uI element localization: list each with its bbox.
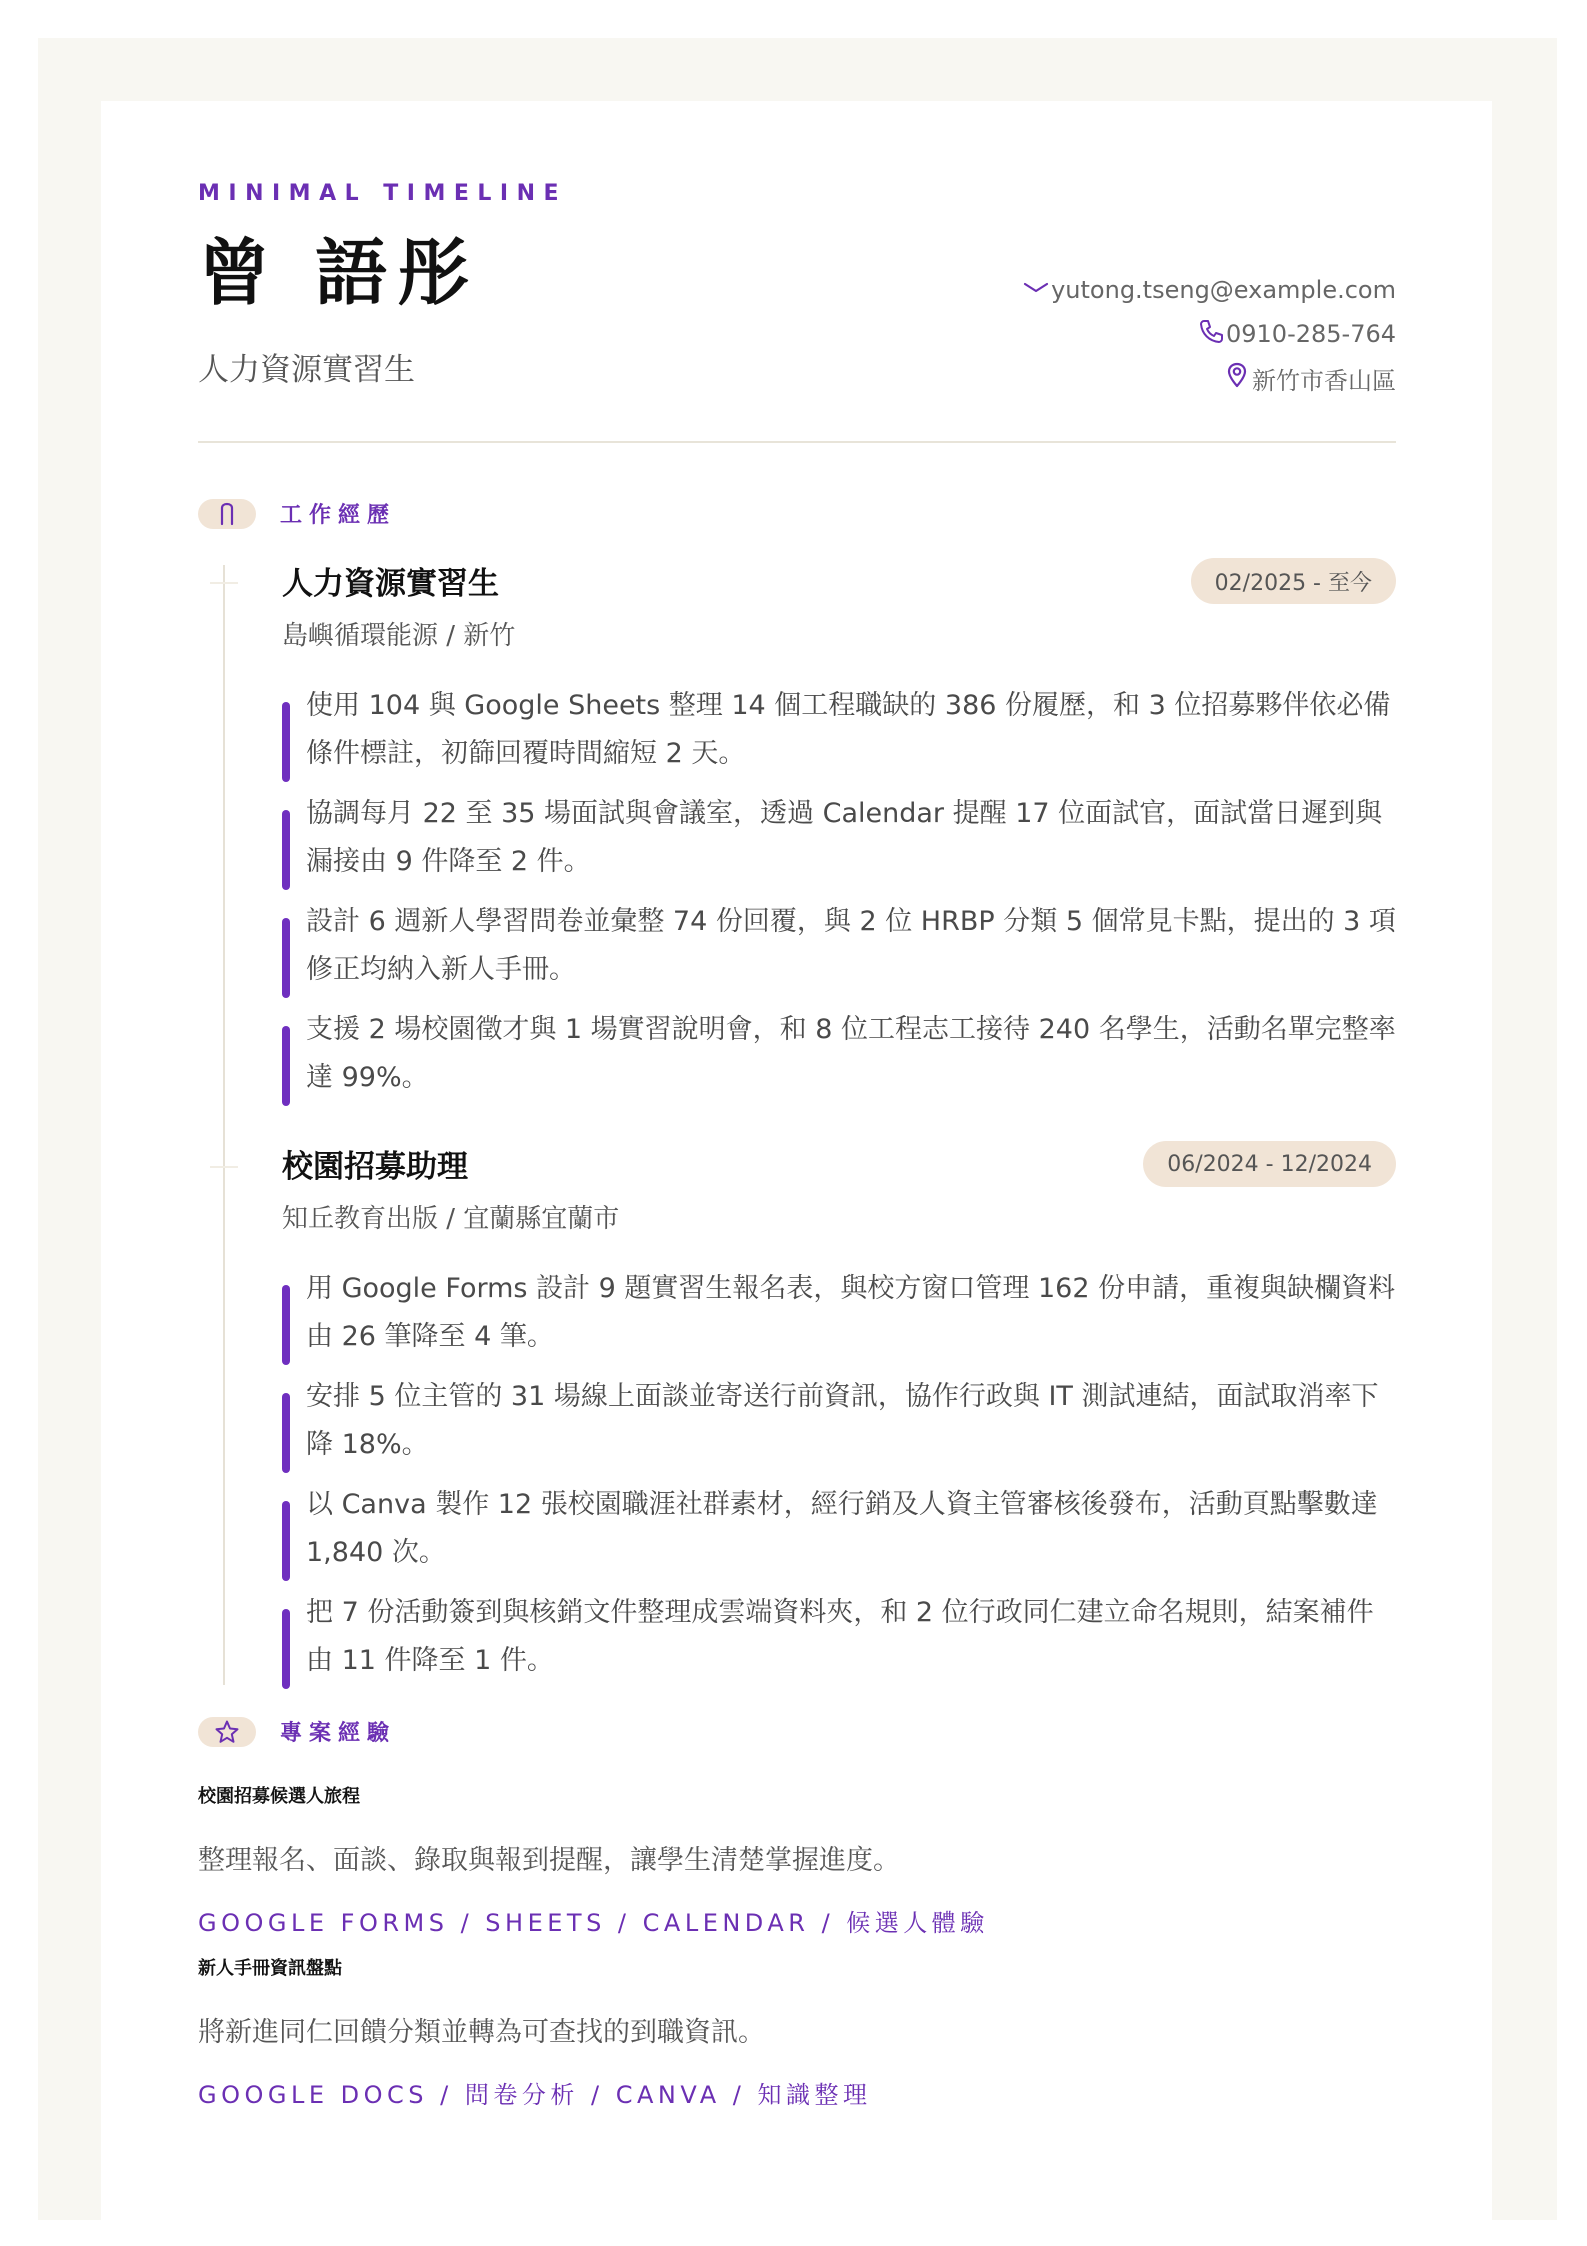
- job-bullet-text: 協調每月 22 至 35 場面試與會議室，透過 Calendar 提醒 17 位面試官，面試當日遲到與漏接由 9 件降至 2 件。: [306, 798, 1383, 878]
- project-description: 整理報名、面談、錄取與報到提醒，讓學生清楚掌握進度。: [198, 1845, 900, 1876]
- job-bullet: [282, 1265, 1396, 1361]
- job-entry: [282, 1149, 1396, 1697]
- job-company: 知丘教育出版 / 宜蘭縣宜蘭市: [282, 1204, 620, 1235]
- project-tags: GOOGLE DOCS / 問卷分析 / CANVA / 知識整理: [198, 2081, 872, 2109]
- contact-email-row[interactable]: [1023, 268, 1396, 312]
- projects-section-heading: [198, 1716, 396, 1747]
- job-dates: 06/2024 - 12/2024: [1143, 1141, 1396, 1187]
- bullet-bar: [282, 1026, 290, 1106]
- bullet-bar: [282, 918, 290, 998]
- project-entry: [198, 1782, 1396, 1938]
- contact-email[interactable]: yutong.tseng@example.com: [1051, 276, 1396, 304]
- eyebrow-label: MINIMAL TIMELINE: [198, 181, 568, 206]
- experience-section-title: 工作經歷: [280, 503, 397, 528]
- project-tags: GOOGLE FORMS / SHEETS / CALENDAR / 候選人體驗: [198, 1909, 989, 1937]
- bullet-bar: [282, 1609, 290, 1689]
- map-pin-icon: [1224, 361, 1252, 395]
- job-bullets: [282, 1265, 1396, 1685]
- job-company: 島嶼循環能源 / 新竹: [282, 621, 516, 652]
- job-bullet-text: 安排 5 位主管的 31 場線上面談並寄送行前資訊，協作行政與 IT 測試連結，面試取消率下降 18%。: [306, 1381, 1379, 1461]
- bullet-bar: [282, 1501, 290, 1581]
- job-bullet: [282, 790, 1396, 886]
- timeline-marker: [210, 1166, 238, 1168]
- job-bullet-text: 使用 104 與 Google Sheets 整理 14 個工程職缺的 386 份履歷，和 3 位招募夥伴依必備條件標註，初篩回覆時間縮短 2 天。: [306, 690, 1391, 770]
- job-title: 校園招募助理: [282, 1149, 468, 1185]
- timeline-line: [223, 565, 225, 1685]
- timeline-marker: [210, 582, 238, 584]
- briefcase-icon: [198, 499, 256, 529]
- candidate-role: 人力資源實習生: [198, 352, 415, 388]
- contact-location: 新竹市香山區: [1252, 366, 1396, 395]
- job-dates: 02/2025 - 至今: [1191, 558, 1396, 604]
- bullet-bar: [282, 810, 290, 890]
- job-bullet-text: 把 7 份活動簽到與核銷文件整理成雲端資料夾，和 2 位行政同仁建立命名規則，結案補件由 11 件降至 1 件。: [306, 1597, 1374, 1677]
- contact-phone[interactable]: 0910-285-764: [1225, 320, 1396, 348]
- candidate-name: 曾 語彤: [198, 231, 480, 315]
- phone-icon: [1198, 318, 1226, 350]
- job-entry: [282, 566, 1396, 1114]
- job-bullet: [282, 1006, 1396, 1102]
- job-bullets: [282, 682, 1396, 1102]
- job-bullet: [282, 682, 1396, 778]
- job-bullet-text: 設計 6 週新人學習問卷並彙整 74 份回覆，與 2 位 HRBP 分類 5 個常見卡點，提出的 3 項修正均納入新人手冊。: [306, 906, 1396, 986]
- contact-block: [1023, 268, 1396, 400]
- project-title: 新人手冊資訊盤點: [198, 1958, 342, 1979]
- job-bullet: [282, 1481, 1396, 1577]
- job-bullet-text: 支援 2 場校園徵才與 1 場實習說明會，和 8 位工程志工接待 240 名學生，活動名單完整率達 99%。: [306, 1014, 1396, 1094]
- bullet-bar: [282, 1285, 290, 1365]
- mail-icon: [1023, 276, 1051, 304]
- experience-section-heading: [198, 498, 396, 529]
- projects-section-title: 專案經驗: [280, 1721, 397, 1746]
- star-icon: [198, 1717, 256, 1747]
- project-entry: [198, 1954, 1396, 2110]
- job-bullet-text: 以 Canva 製作 12 張校園職涯社群素材，經行銷及人資主管審核後發布，活動頁點擊數達 1,840 次。: [306, 1489, 1378, 1569]
- job-title: 人力資源實習生: [282, 566, 499, 602]
- job-bullet: [282, 898, 1396, 994]
- project-description: 將新進同仁回饋分類並轉為可查找的到職資訊。: [198, 2017, 765, 2048]
- bullet-bar: [282, 702, 290, 782]
- job-bullet: [282, 1589, 1396, 1685]
- project-title: 校園招募候選人旅程: [198, 1786, 360, 1807]
- header-divider: [198, 441, 1396, 443]
- job-bullet: [282, 1373, 1396, 1469]
- bullet-bar: [282, 1393, 290, 1473]
- contact-phone-row[interactable]: [1023, 312, 1396, 356]
- job-bullet-text: 用 Google Forms 設計 9 題實習生報名表，與校方窗口管理 162 份申請，重複與缺欄資料由 26 筆降至 4 筆。: [306, 1273, 1396, 1353]
- contact-location-row: [1023, 356, 1396, 400]
